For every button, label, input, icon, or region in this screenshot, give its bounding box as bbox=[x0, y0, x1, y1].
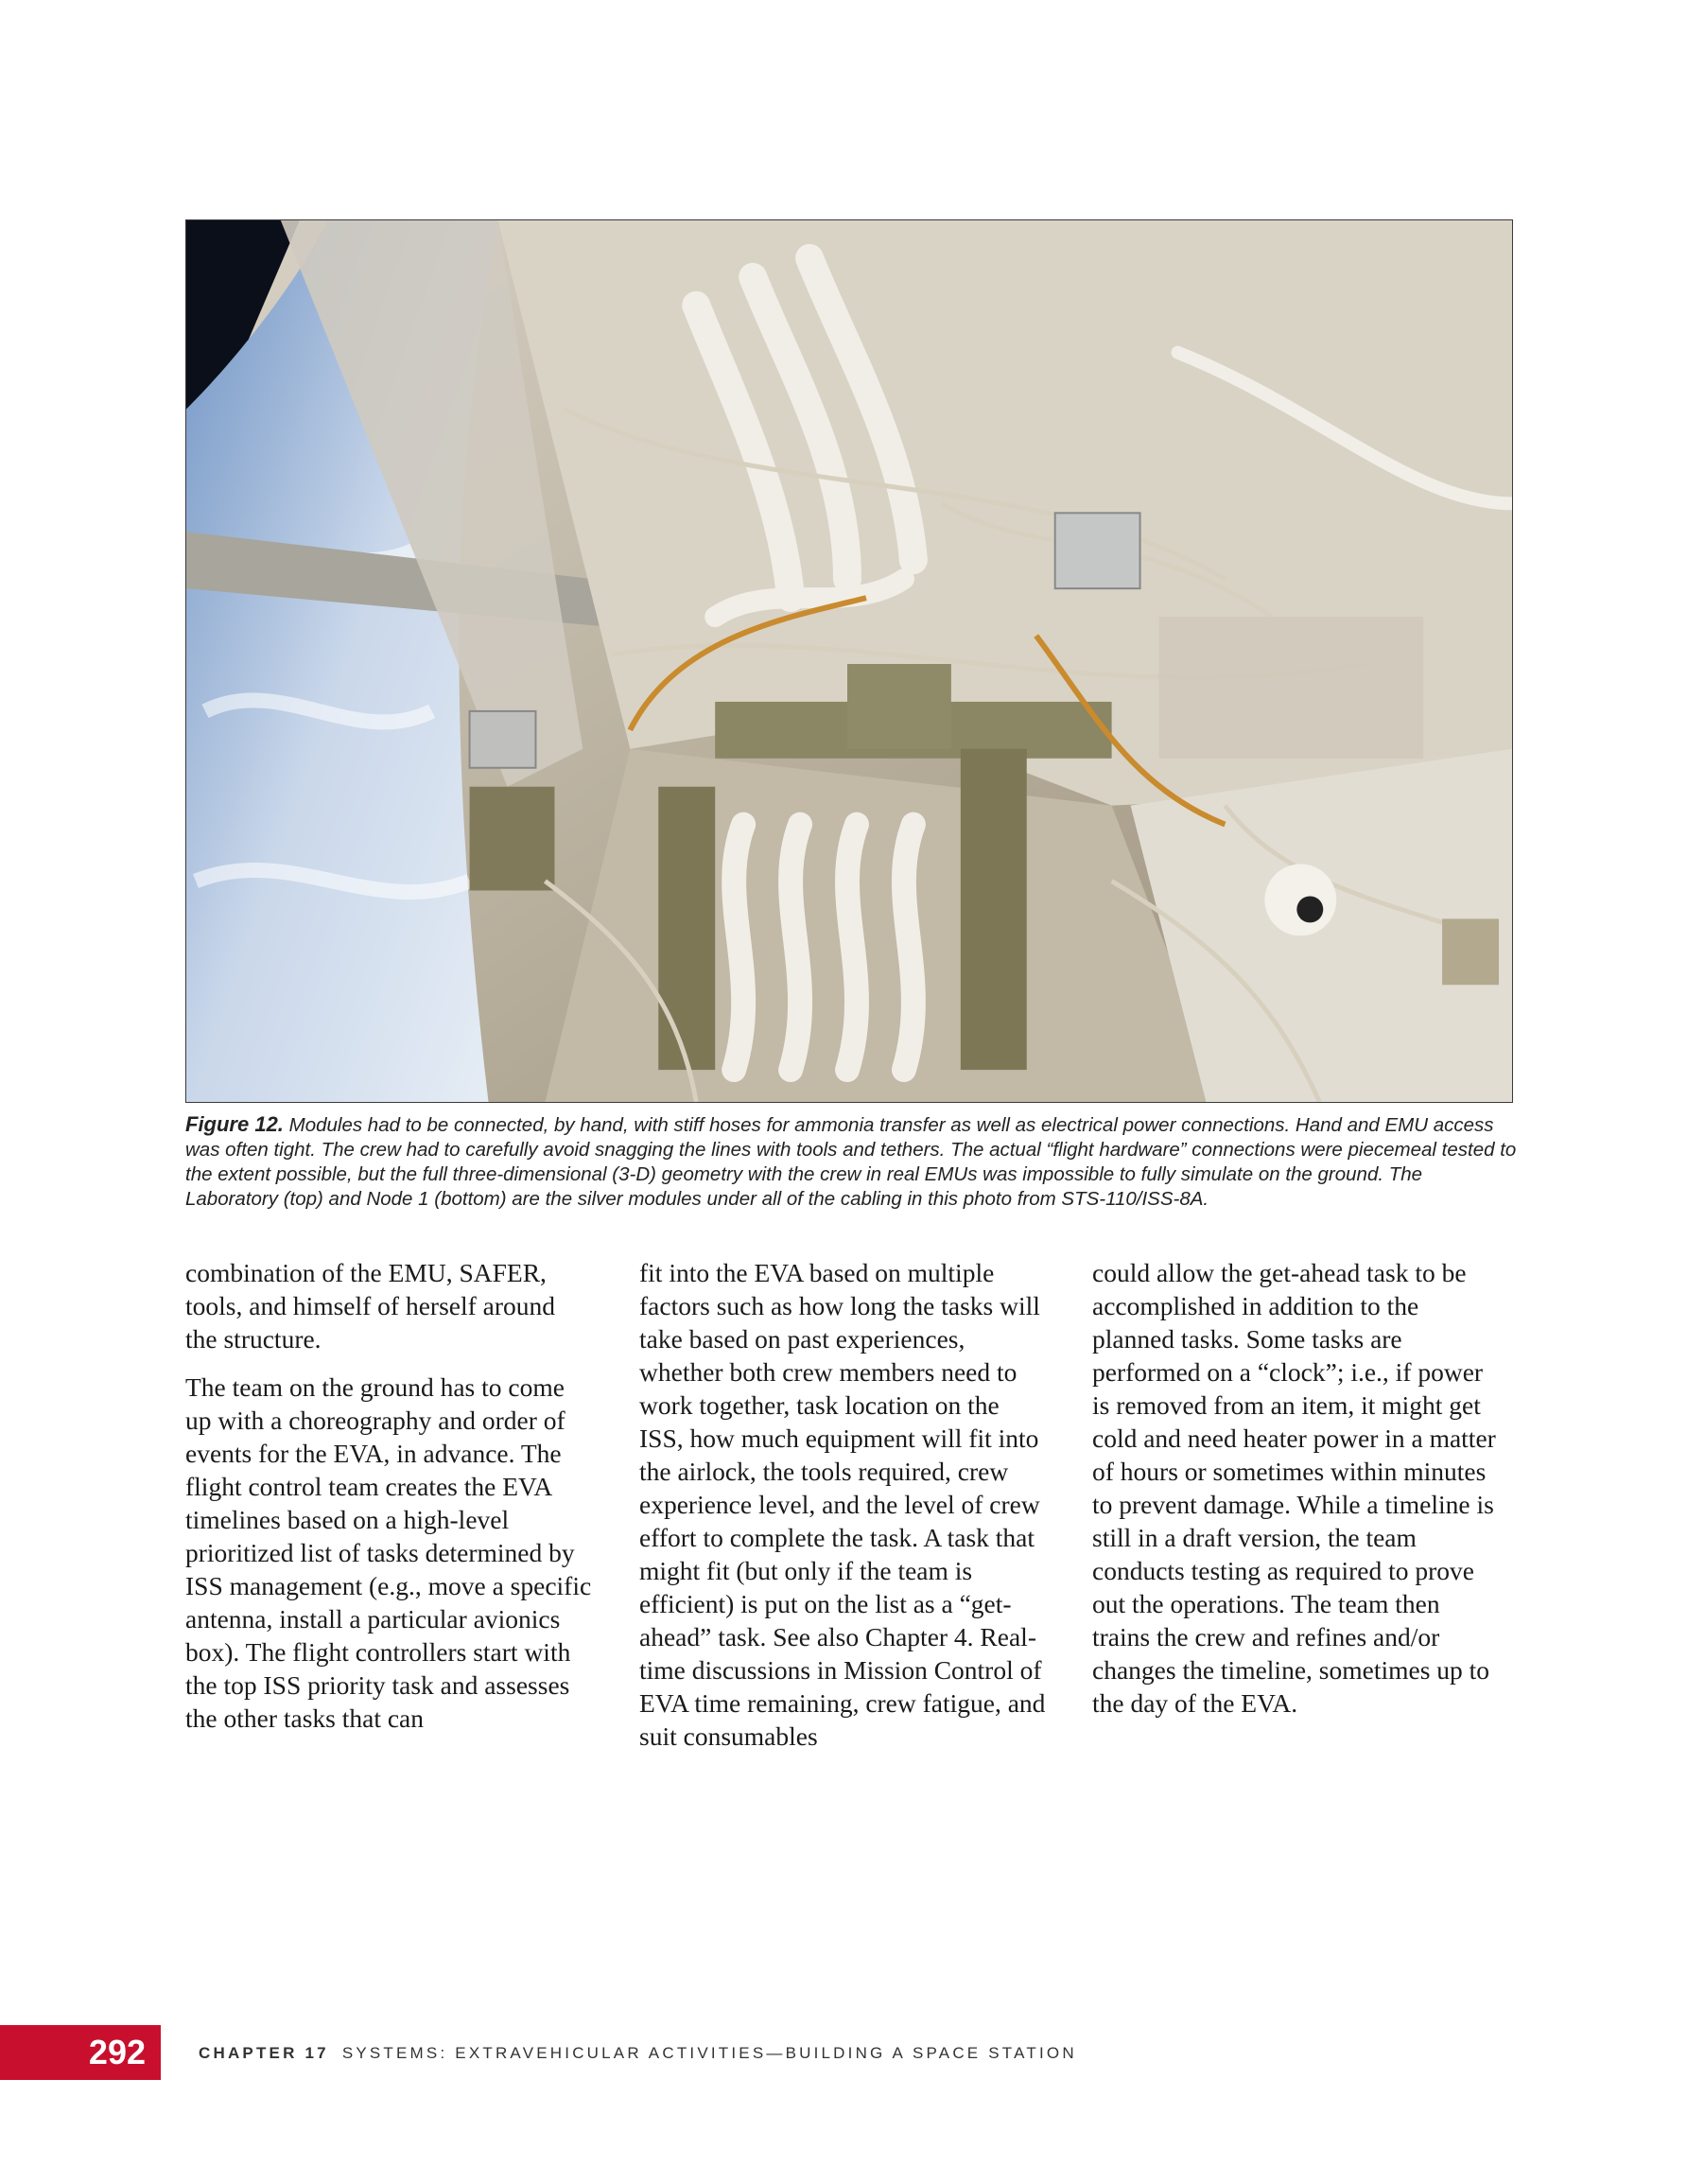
paragraph: The team on the ground has to come up with a choreography and order of events for the EVA, in advance. The flight control team creates the EVA timelines based on a high-level prioritized list of tasks determined by ISS management (e.g., move a specific antenna, install a particular avionics box). The flight controllers start with the top ISS priority task and assesses the other tasks that can bbox=[185, 1372, 592, 1733]
figure-photo bbox=[185, 219, 1513, 1103]
chapter-label: CHAPTER 17 bbox=[199, 2044, 329, 2062]
iss-cabling-photo bbox=[186, 220, 1512, 1102]
paragraph: fit into the EVA based on multiple factors such as how long the tasks will take based on past experiences, whether both crew members need to work together, task location on the ISS, how much equipment will fit into the airlock, the tools required, crew experience level, and the level of crew effort to complete the task. A task that might fit (but only if the team is efficient) is put on the list as a “get-ahead” task. See also Chapter 4. Real-time discussions in Mission Control of EVA time remaining, crew fatigue, and suit consumables bbox=[639, 1258, 1046, 1751]
figure-caption bbox=[185, 1112, 1519, 1212]
running-footer bbox=[199, 2043, 1077, 2064]
paragraph: combination of the EMU, SAFER, tools, and himself of herself around the structure. bbox=[185, 1258, 556, 1354]
chapter-title: SYSTEMS: EXTRAVEHICULAR ACTIVITIES—BUILDING A SPACE STATION bbox=[341, 2044, 1077, 2062]
figure-caption-text: Modules had to be connected, by hand, with stiff hoses for ammonia transfer as well as electrical power connections. Hand and EMU access was often tight. The crew had to carefully avoid snagging the lines with tools and tethers. The actual “flight hardware” connections were piecemeal tested to the extent possible, but the full three-dimensional (3-D) geometry with the crew in real EMUs was impossible to fully simulate on the ground. The Laboratory (top) and Node 1 (bottom) are the silver modules under all of the cabling in this photo from STS-110/ISS-8A. bbox=[185, 1114, 1517, 1210]
body-column-2 bbox=[639, 1256, 1046, 1768]
page-number: 292 bbox=[0, 2025, 161, 2080]
paragraph: could allow the get-ahead task to be accomplished in addition to the planned tasks. Some tasks are performed on a “clock”; i.e., if power is removed from an item, it might get cold and need heater power in a matter of hours or sometimes within minutes to prevent damage. While a timeline is still in a draft version, the team conducts testing as required to prove out the operations. The team then trains the crew and refines and/or changes the timeline, sometimes up to the day of the EVA. bbox=[1092, 1258, 1496, 1718]
body-column-3 bbox=[1092, 1256, 1499, 1735]
body-column-1 bbox=[185, 1256, 592, 1750]
figure-label: Figure 12. bbox=[185, 1112, 284, 1136]
